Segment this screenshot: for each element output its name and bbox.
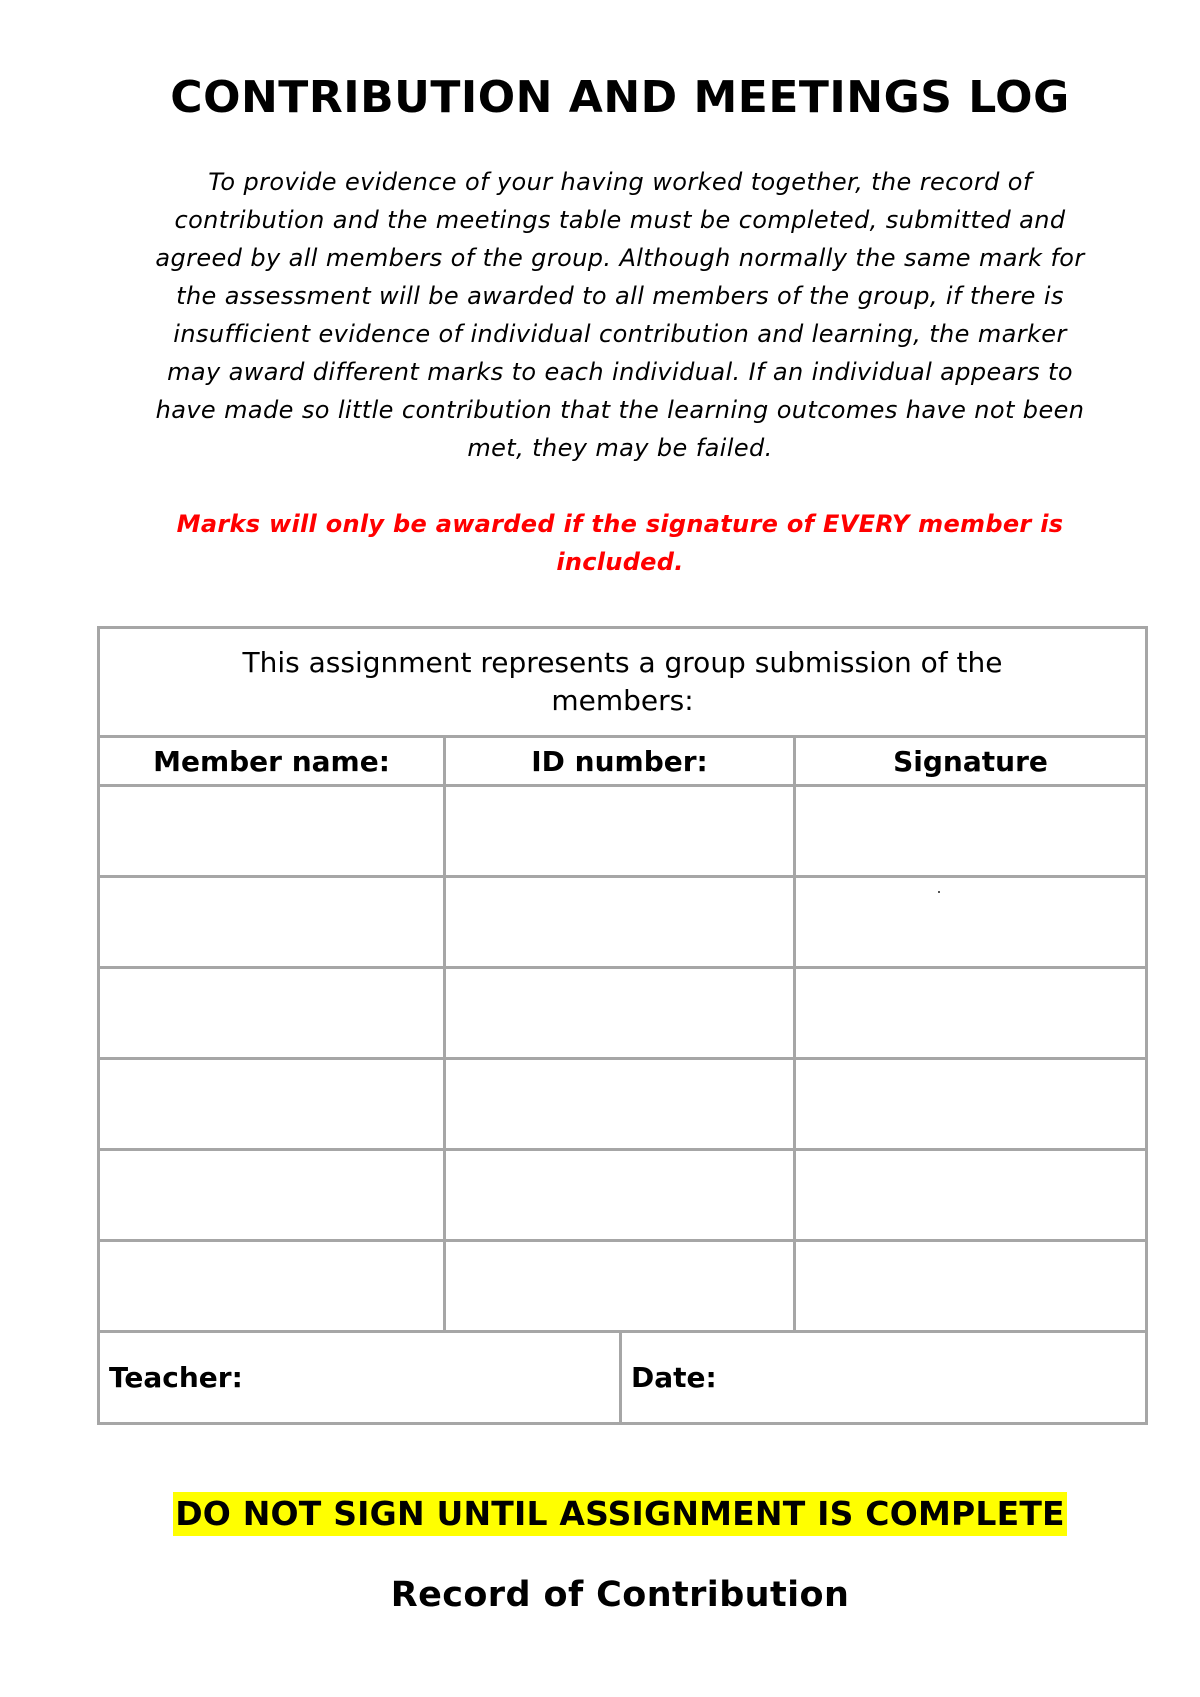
teacher-field[interactable] [99,1332,621,1424]
warning-line: included. [556,548,684,576]
member-name-header: Member name: [99,737,445,786]
stray-mark [938,891,940,893]
table-row [99,1150,1147,1241]
intro-line: the assessment will be awarded to all members of the group, if there is [176,282,1064,310]
signature-cell[interactable] [795,1059,1147,1150]
id-number-cell[interactable] [445,968,795,1059]
signature-warning [80,505,1160,581]
do-not-sign-notice: DO NOT SIGN UNTIL ASSIGNMENT IS COMPLETE [173,1492,1067,1536]
id-number-cell[interactable] [445,1241,795,1332]
teacher-label: Teacher: [109,1361,243,1394]
signature-cell[interactable] [795,786,1147,877]
table-header-row [99,737,1147,786]
teacher-date-row [99,1332,1147,1424]
signature-header: Signature [795,737,1147,786]
signature-cell[interactable] [795,877,1147,968]
signature-cell[interactable] [795,1150,1147,1241]
intro-line: contribution and the meetings table must be completed, submitted and [174,206,1066,234]
signature-cell[interactable] [795,968,1147,1059]
table-row [99,968,1147,1059]
id-number-cell[interactable] [445,1150,795,1241]
table-caption [99,628,1147,737]
intro-line: agreed by all members of the group. Although normally the same mark for [155,244,1085,272]
table-row [99,1059,1147,1150]
member-name-cell[interactable] [99,786,445,877]
intro-line: may award different marks to each individual. If an individual appears to [167,358,1073,386]
members-table [97,626,1148,1425]
intro-line: insufficient evidence of individual contribution and learning, the marker [173,320,1067,348]
record-of-contribution-heading: Record of Contribution [390,1575,850,1615]
caption-line: members: [551,684,694,717]
intro-line: To provide evidence of your having worked together, the record of [208,168,1032,196]
member-name-cell[interactable] [99,1241,445,1332]
member-name-cell[interactable] [99,968,445,1059]
id-number-cell[interactable] [445,1059,795,1150]
table-row [99,786,1147,877]
intro-paragraph [80,163,1160,467]
date-field[interactable] [621,1332,1147,1424]
id-number-header: ID number: [445,737,795,786]
table-caption-row [99,628,1147,737]
member-name-cell[interactable] [99,877,445,968]
id-number-cell[interactable] [445,877,795,968]
member-name-cell[interactable] [99,1059,445,1150]
intro-line: have made so little contribution that the learning outcomes have not been [155,396,1085,424]
table-row [99,1241,1147,1332]
caption-line: This assignment represents a group submission of the [242,646,1003,679]
notice-container [0,1492,1200,1536]
warning-line: Marks will only be awarded if the signature of EVERY member is [176,510,1064,538]
intro-line: met, they may be failed. [467,434,773,462]
table-row [99,877,1147,968]
page-title: CONTRIBUTION AND MEETINGS LOG [170,72,1070,123]
id-number-cell[interactable] [445,786,795,877]
date-label: Date: [631,1361,717,1394]
signature-cell[interactable] [795,1241,1147,1332]
member-name-cell[interactable] [99,1150,445,1241]
